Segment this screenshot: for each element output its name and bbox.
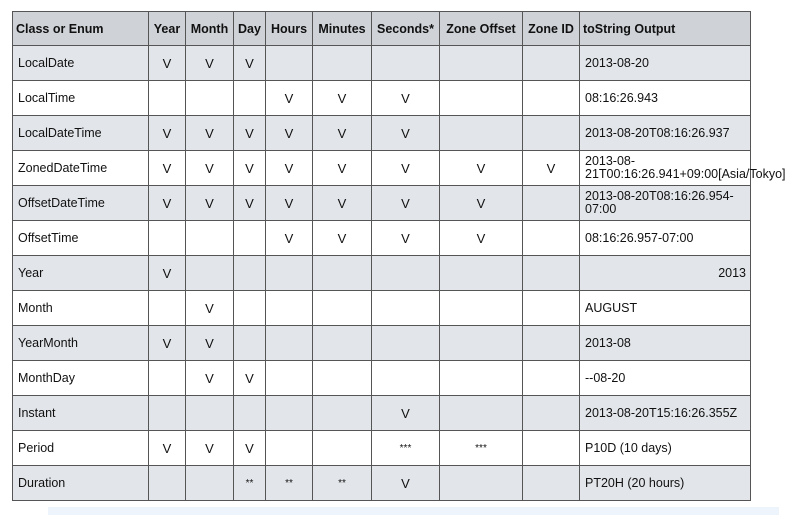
- minutes-cell: [313, 256, 372, 291]
- header-zone-id: Zone ID: [523, 12, 580, 46]
- zone-id-cell: [523, 326, 580, 361]
- zone-id-cell: [523, 396, 580, 431]
- class-name: YearMonth: [13, 326, 149, 361]
- table-row: [13, 221, 751, 256]
- month-cell: [186, 81, 234, 116]
- minutes-cell: **: [313, 466, 372, 501]
- seconds-cell: [372, 361, 440, 396]
- month-cell: [186, 396, 234, 431]
- zone-id-cell: [523, 256, 580, 291]
- zone-offset-cell: [440, 256, 523, 291]
- month-cell: V: [186, 431, 234, 466]
- zone-offset-cell: V: [440, 186, 523, 221]
- hours-cell: [266, 326, 313, 361]
- minutes-cell: [313, 396, 372, 431]
- zone-id-cell: [523, 431, 580, 466]
- tostring-output-cell: P10D (10 days): [580, 431, 751, 466]
- month-cell: V: [186, 326, 234, 361]
- month-cell: V: [186, 116, 234, 151]
- hours-cell: V: [266, 221, 313, 256]
- zone-id-cell: [523, 221, 580, 256]
- seconds-cell: [372, 291, 440, 326]
- hours-cell: V: [266, 81, 313, 116]
- tostring-output-cell: 08:16:26.957-07:00: [580, 221, 751, 256]
- class-name: Period: [13, 431, 149, 466]
- minutes-cell: [313, 46, 372, 81]
- month-cell: V: [186, 361, 234, 396]
- zone-offset-cell: V: [440, 221, 523, 256]
- tostring-output-cell: AUGUST: [580, 291, 751, 326]
- zone-offset-cell: [440, 396, 523, 431]
- day-cell: [234, 326, 266, 361]
- seconds-cell: V: [372, 81, 440, 116]
- class-name: ZonedDateTime: [13, 151, 149, 186]
- class-name: LocalDateTime: [13, 116, 149, 151]
- zone-id-cell: [523, 116, 580, 151]
- year-cell: [149, 291, 186, 326]
- table-row: [13, 326, 751, 361]
- tostring-output-cell: 2013-08-20T15:16:26.355Z: [580, 396, 751, 431]
- seconds-cell: [372, 326, 440, 361]
- header-seconds: Seconds*: [372, 12, 440, 46]
- year-cell: V: [149, 326, 186, 361]
- table-row: [13, 361, 751, 396]
- minutes-cell: [313, 361, 372, 396]
- hours-cell: [266, 46, 313, 81]
- header-minutes: Minutes: [313, 12, 372, 46]
- table-row: [13, 81, 751, 116]
- zone-id-cell: [523, 186, 580, 221]
- year-cell: V: [149, 151, 186, 186]
- header-hours: Hours: [266, 12, 313, 46]
- year-cell: [149, 396, 186, 431]
- day-cell: V: [234, 186, 266, 221]
- table-row: [13, 186, 751, 221]
- class-name: Instant: [13, 396, 149, 431]
- month-cell: V: [186, 186, 234, 221]
- hours-cell: [266, 361, 313, 396]
- java-time-classes-table: [12, 11, 786, 501]
- class-name: Duration: [13, 466, 149, 501]
- year-cell: V: [149, 46, 186, 81]
- day-cell: V: [234, 116, 266, 151]
- tostring-output-cell: 2013-08-20T08:16:26.937: [580, 116, 751, 151]
- table-row: [13, 396, 751, 431]
- hours-cell: V: [266, 186, 313, 221]
- seconds-cell: V: [372, 396, 440, 431]
- day-cell: [234, 396, 266, 431]
- zone-offset-cell: [440, 116, 523, 151]
- tostring-output-cell: 08:16:26.943: [580, 81, 751, 116]
- zone-offset-cell: V: [440, 151, 523, 186]
- day-cell: V: [234, 431, 266, 466]
- minutes-cell: V: [313, 186, 372, 221]
- day-cell: [234, 256, 266, 291]
- minutes-cell: [313, 431, 372, 466]
- year-cell: V: [149, 116, 186, 151]
- seconds-cell: V: [372, 151, 440, 186]
- header-month: Month: [186, 12, 234, 46]
- month-cell: [186, 466, 234, 501]
- zone-offset-cell: [440, 466, 523, 501]
- table-row: [13, 151, 751, 186]
- tostring-output-cell: PT20H (20 hours): [580, 466, 751, 501]
- zone-id-cell: [523, 291, 580, 326]
- year-cell: [149, 466, 186, 501]
- minutes-cell: V: [313, 81, 372, 116]
- day-cell: [234, 81, 266, 116]
- zone-offset-cell: [440, 361, 523, 396]
- hours-cell: V: [266, 151, 313, 186]
- hours-cell: [266, 396, 313, 431]
- zone-offset-cell: [440, 81, 523, 116]
- month-cell: V: [186, 151, 234, 186]
- tostring-output-cell: --08-20: [580, 361, 751, 396]
- class-name: Year: [13, 256, 149, 291]
- class-name: OffsetTime: [13, 221, 149, 256]
- day-cell: V: [234, 361, 266, 396]
- seconds-cell: [372, 256, 440, 291]
- header-day: Day: [234, 12, 266, 46]
- class-name: LocalTime: [13, 81, 149, 116]
- zone-id-cell: [523, 81, 580, 116]
- header-row: [13, 12, 751, 46]
- seconds-cell: [372, 46, 440, 81]
- year-cell: V: [149, 256, 186, 291]
- month-cell: V: [186, 291, 234, 326]
- minutes-cell: [313, 326, 372, 361]
- day-cell: V: [234, 151, 266, 186]
- zone-offset-cell: [440, 326, 523, 361]
- day-cell: [234, 291, 266, 326]
- year-cell: [149, 81, 186, 116]
- hours-cell: V: [266, 116, 313, 151]
- hours-cell: [266, 291, 313, 326]
- class-name: Month: [13, 291, 149, 326]
- day-cell: [234, 221, 266, 256]
- tostring-output-cell: 2013-08-20: [580, 46, 751, 81]
- table-row: [13, 466, 751, 501]
- zone-offset-cell: [440, 46, 523, 81]
- table-row: [13, 431, 751, 466]
- month-cell: [186, 221, 234, 256]
- zone-id-cell: [523, 466, 580, 501]
- header-zone-offset: Zone Offset: [440, 12, 523, 46]
- month-cell: [186, 256, 234, 291]
- table-row: [13, 291, 751, 326]
- year-cell: V: [149, 431, 186, 466]
- header-class-or-enum: Class or Enum: [13, 12, 149, 46]
- hours-cell: [266, 431, 313, 466]
- header-year: Year: [149, 12, 186, 46]
- year-cell: V: [149, 186, 186, 221]
- zone-id-cell: [523, 46, 580, 81]
- tostring-output-cell: 2013-08: [580, 326, 751, 361]
- class-name: LocalDate: [13, 46, 149, 81]
- seconds-cell: V: [372, 466, 440, 501]
- bottom-strip: [48, 507, 779, 515]
- zone-offset-cell: ***: [440, 431, 523, 466]
- year-cell: [149, 221, 186, 256]
- seconds-cell: V: [372, 221, 440, 256]
- table-row: [13, 116, 751, 151]
- tostring-output-cell: 2013-08-20T08:16:26.954-07:00: [580, 186, 751, 221]
- year-cell: [149, 361, 186, 396]
- hours-cell: **: [266, 466, 313, 501]
- minutes-cell: [313, 291, 372, 326]
- table-row: [13, 46, 751, 81]
- minutes-cell: V: [313, 221, 372, 256]
- minutes-cell: V: [313, 116, 372, 151]
- tostring-output-cell: 2013: [580, 256, 751, 291]
- class-name: MonthDay: [13, 361, 149, 396]
- seconds-cell: ***: [372, 431, 440, 466]
- hours-cell: [266, 256, 313, 291]
- zone-id-cell: V: [523, 151, 580, 186]
- month-cell: V: [186, 46, 234, 81]
- header-tostring-output: toString Output: [580, 12, 751, 46]
- zone-offset-cell: [440, 291, 523, 326]
- seconds-cell: V: [372, 186, 440, 221]
- table-row: [13, 256, 751, 291]
- zone-id-cell: [523, 361, 580, 396]
- minutes-cell: V: [313, 151, 372, 186]
- tostring-output-cell: 2013-08-21T00:16:26.941+09:00[Asia/Tokyo]: [580, 151, 751, 186]
- day-cell: V: [234, 46, 266, 81]
- class-name: OffsetDateTime: [13, 186, 149, 221]
- seconds-cell: V: [372, 116, 440, 151]
- day-cell: **: [234, 466, 266, 501]
